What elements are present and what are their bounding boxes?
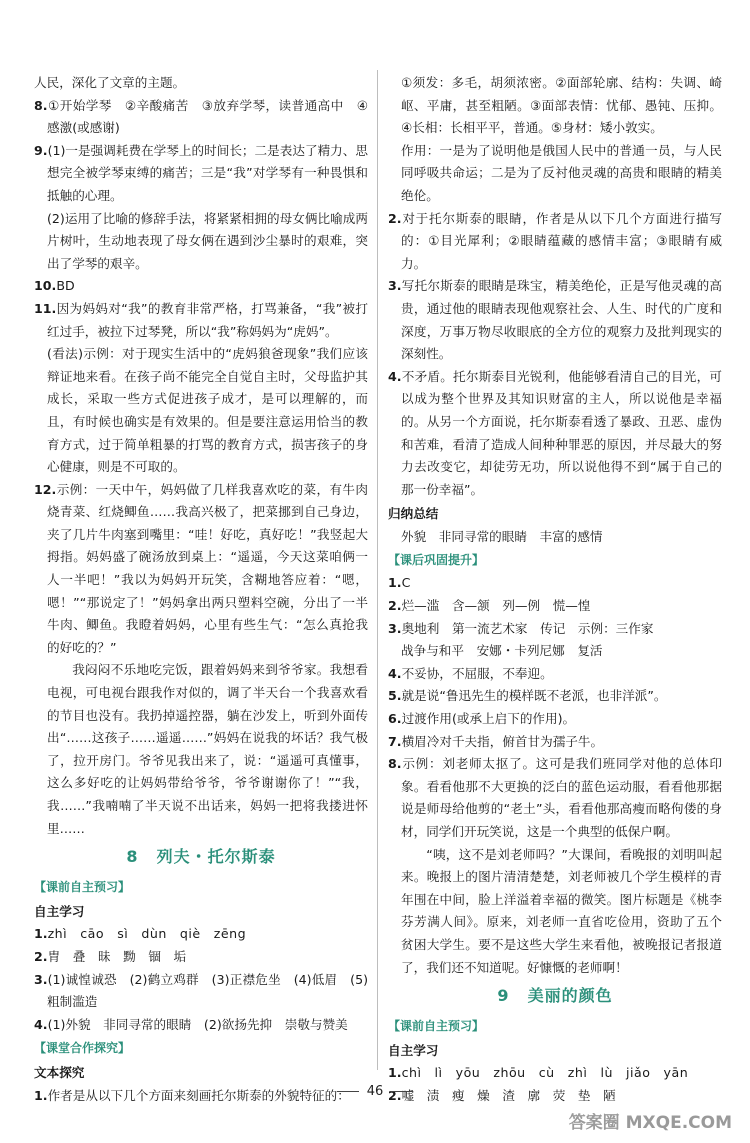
- answer-8: 8.①开始学琴 ②辛酸痛苦 ③放弃学琴，读普通高中 ④感激(或感谢): [34, 97, 368, 136]
- answer-10: 10.BD: [34, 278, 75, 294]
- section-tag-classroom: 【课堂合作探究】: [34, 1041, 131, 1056]
- section-tag-after-class: 【课后巩固提升】: [388, 553, 485, 568]
- watermark-logo: 答案圈 MXQE.COM: [568, 1113, 732, 1133]
- page-number: 46: [0, 1084, 750, 1099]
- answer-9: 9.(1)一是强调耗费在学琴上的时间长；二是表达了精力、思想完全被学琴束缚的痛苦；三是“我”对学琴有一种畏惧和抵触的心理。: [34, 142, 368, 203]
- preview-3: 3.(1)诚惶诚恐 (2)鹤立鸡群 (3)正襟危坐 (4)低眉 (5)粗制滥造: [34, 971, 368, 1010]
- explore-1-effect: 作用：一是为了说明他是俄国人民中的普通一员，与人民同呼吸共命运；二是为了反衬他灵魂的高贵和眼睛的精美绝伦。: [401, 142, 722, 203]
- summary-text: 外貌 非同寻常的眼睛 丰富的感情: [401, 528, 603, 544]
- explore-3: 3.写托尔斯泰的眼睛是珠宝，精美绝伦，正是写他灵魂的高贵，通过他的眼睛表现他观察社会、人生、时代的广度和深度，万事万物尽收眼底的全方位的观察力及批判现实的深刻性。: [388, 278, 722, 362]
- preview-9-2: 2.嘘 渍 瘦 燥 渣 廓 荧 垫 陋: [388, 1087, 616, 1103]
- answer-12-cont: 我闷闷不乐地吃完饭，跟着妈妈来到爷爷家。我想看电视，可电视台跟我作对似的，调了半天台一个我喜欢看的节目也没有。我扔掉遥控器，躺在沙发上，听到外面传出“……这孩子……遥遥……”妈妈在说我的坏话？我气极了，拉开房门。爷爷见我出来了，说：“遥遥可真懂事，这么多好吃的让妈妈带给爷爷，爷爷谢谢你了！”“我，我……”我喃喃了半天说不出话来，妈妈一把将我搂进怀里……: [47, 662, 368, 836]
- explore-1-cont: ①须发：多毛，胡须浓密。②面部轮廓、结构：失调、崎岖、平庸，甚至粗陋。③面部表情：忧郁、愚钝、压抑。④长相：长相平平，普通。⑤身材：矮小敦实。: [401, 75, 722, 136]
- lesson-title-8: 8 列夫・托尔斯泰: [126, 847, 276, 867]
- review-5: 5.就是说“鲁迅先生的模样既不老派，也非洋派”。: [388, 688, 667, 704]
- preview-4: 4.(1)外貌 非同寻常的眼睛 (2)欲扬先抑 崇敬与赞美: [34, 1016, 348, 1032]
- column-divider: [377, 70, 378, 1070]
- right-column: [388, 72, 722, 1108]
- review-4: 4.不妥协，不屈服，不奉迎。: [388, 665, 553, 681]
- explore-4: 4.不矛盾。托尔斯泰目光锐利，他能够看清自己的目光，可以成为整个世界及其知识财富的主人，所以说他是幸福的。从另一个方面说，托尔斯泰看透了暴政、丑恶、虚伪和苦难，看清了造成人间种种罪恶的原因，并尽最大的努力去改变它，却徒劳无功，所以说他得不到“属于自己的那一份幸福”。: [388, 368, 722, 497]
- review-6: 6.过渡作用(或承上启下的作用)。: [388, 711, 576, 727]
- section-tag-preview: 【课前自主预习】: [34, 879, 131, 894]
- subsection-heading: 自主学习: [388, 1042, 439, 1058]
- summary-heading: 归纳总结: [388, 506, 439, 522]
- review-2: 2.烂—滥 含—颔 列—例 慌—惶: [388, 598, 591, 614]
- section-tag-preview: 【课前自主预习】: [388, 1018, 485, 1033]
- answer-11-view: (看法)示例：对于现实生活中的“虎妈狼爸现象”我们应该辩证地来看。在孩子尚不能完全自觉自主时，父母监护其成长，采取一些方式促进孩子成才，是可以理解的，而且，有时候也确实是有效果的。但是要注意运用恰当的教育方式，过于简单粗暴的打骂的教育方式，损害孩子的身心健康，则是不可取的。: [47, 346, 368, 475]
- review-3: 3.奥地利 第一流艺术家 传记 示例：三作家: [388, 620, 654, 636]
- lesson-title-9: 9 美丽的颜色: [497, 986, 613, 1006]
- explore-1: 1.作者是从以下几个方面来刻画托尔斯泰的外貌特征的：: [34, 1087, 350, 1103]
- answer-text: 人民，深化了文章的主题。: [34, 75, 186, 90]
- explore-2: 2.对于托尔斯泰的眼睛，作者是从以下几个方面进行描写的：①目光犀利；②眼睛蕴藏的感情丰富；③眼睛有威力。: [388, 210, 722, 271]
- answer-9-2: (2)运用了比喻的修辞手法，将紧紧相拥的母女俩比喻成两片树叶，生动地表现了母女俩在遇到沙尘暴时的艰难，突出了学琴的艰辛。: [47, 210, 368, 271]
- review-1: 1.C: [388, 575, 411, 591]
- left-column: [34, 72, 368, 1108]
- subsection-heading: 自主学习: [34, 903, 85, 919]
- answer-12: 12.示例：一天中午，妈妈做了几样我喜欢吃的菜，有牛肉烧青菜、红烧鲫鱼……我高兴极了，把菜挪到自己身边，夹了几片牛肉塞到嘴里：“哇！好吃，真好吃！”我竖起大拇指。妈妈盛了碗汤放到桌上：“遥遥，今天这菜咱俩一人一半吧！”我以为妈妈开玩笑，含糊地答应着：“嗯，嗯！”“那说定了！”妈妈拿出两只塑料空碗，分出了一半牛肉、鲫鱼。我瞪着妈妈，心里有些生气：“怎么真抢我的好吃的？”: [34, 481, 368, 655]
- answer-11: 11.因为妈妈对“我”的教育非常严格，打骂兼备，“我”被打红过手，被拉下过琴凳，所以“我”称妈妈为“虎妈”。: [34, 300, 368, 339]
- review-8: 8.示例：刘老师太抠了。这可是我们班同学对他的总体印象。看看他那不大更换的泛白的蓝色运动服，看看他那据说是师母给他剪的“老土”头，看看他那高瘦而略佝偻的身材，同学们开玩笑说，这是一个典型的低保户啊。: [388, 756, 722, 839]
- subsection-heading: 文本探究: [34, 1065, 85, 1081]
- preview-2: 2.胄 叠 昧 黝 锢 垢: [34, 948, 187, 964]
- review-8-cont: “咦，这不是刘老师吗？”大课间，看晚报的刘明叫起来。晚报上的图片清清楚楚，刘老师被几个学生模样的青年围在中间，脸上洋溢着幸福的微笑。图片标题是《桃李芬芳满人间》。原来，刘老师一直省吃俭用，资助了五个贫困大学生。要不是这些大学生来看他，被晚报记者报道了，我们还不知道呢。好慷慨的老师啊！: [401, 846, 722, 975]
- review-3-cont: 战争与和平 安娜・卡列尼娜 复活: [401, 643, 603, 659]
- review-7: 7.横眉冷对千夫指，俯首甘为孺子牛。: [388, 733, 604, 749]
- preview-9-1: 1.chì lì yōu zhōu cù zhì lù jiǎo yān: [388, 1065, 689, 1081]
- preview-1: 1.zhì cāo sì dùn qiè zēng: [34, 926, 247, 942]
